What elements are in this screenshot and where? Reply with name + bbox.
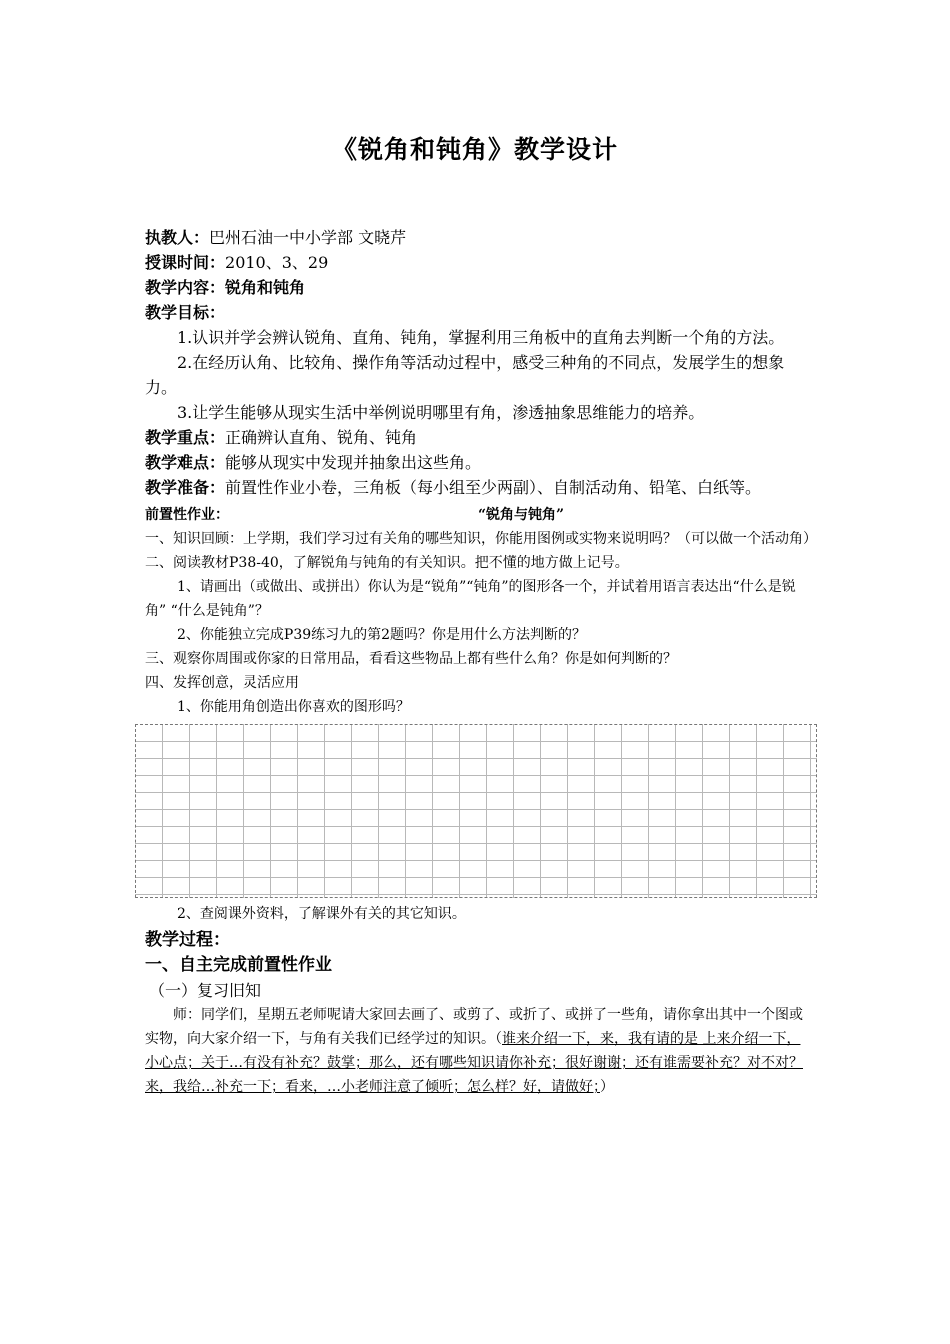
homework-header xyxy=(145,503,812,527)
content-value: 锐角和钝角 xyxy=(225,278,306,297)
difficulty-label: 教学难点： xyxy=(145,453,226,472)
teacher-paragraph xyxy=(145,1003,812,1099)
teacher-value: 巴州石油一中小学部 文晓芹 xyxy=(209,228,407,247)
homework-item-2-2: 2、你能独立完成P39练习九的第2题吗？你是用什么方法判断的？ xyxy=(177,627,587,643)
key-point-value: 正确辨认直角、锐角、钝角 xyxy=(225,428,418,447)
key-point-label: 教学重点： xyxy=(145,428,226,447)
difficulty-line xyxy=(145,450,812,475)
goal-item-1: 1.认识并学会辨认锐角、直角、钝角，掌握利用三角板中的直角去判断一个角的方法。 xyxy=(177,328,785,347)
homework-item-4-1: 1、你能用角创造出你喜欢的图形吗？ xyxy=(177,699,410,715)
homework-item-4-2: 2、查阅课外资料，了解课外有关的其它知识。 xyxy=(177,906,466,922)
process-subsection-1: （一）复习旧知 xyxy=(149,981,262,1000)
document-title: 《锐角和钝角》教学设计 xyxy=(331,135,618,164)
preparation-label: 教学准备： xyxy=(145,478,226,497)
goal-item-3: 3.让学生能够从现实生活中举例说明哪里有角，渗透抽象思维能力的培养。 xyxy=(177,403,705,422)
preparation-value: 前置性作业小卷，三角板（每小组至少两副）、自制活动角、铅笔、白纸等。 xyxy=(225,478,762,497)
key-point-line xyxy=(145,425,812,450)
homework-center-title: “锐角与钝角” xyxy=(478,507,565,523)
teacher-underlined-text: 谁来介绍一下，来，我有请的是 上来介绍一下，小心点；关于…有没有补充？鼓掌；那么，还有哪些知识请你补充；很好谢谢；还有谁需要补充？对不对？来，我给…补充一下；看来，…小老师注意了倾听；怎么样？好，请做好； xyxy=(145,1031,803,1095)
homework-item-2-1: 1、请画出（或做出、或拼出）你认为是“锐角”“钝角”的图形各一个，并试着用语言表达出“什么是锐角” “什么是钝角”？ xyxy=(145,579,796,619)
content-label: 教学内容： xyxy=(145,278,226,297)
goal-item-2: 2.在经历认角、比较角、操作角等活动过程中，感受三种角的不同点，发展学生的想象力。 xyxy=(145,353,785,397)
homework-item-2: 二、阅读教材P38-40，了解锐角与钝角的有关知识。把不懂的地方做上记号。 xyxy=(145,555,629,571)
goals-label: 教学目标： xyxy=(145,303,226,322)
teacher-plain-text: 师：同学们，星期五老师呢请大家回去画了、或剪了、或折了、或拼了一些角，请你拿出其中一个图或实物，向大家介绍一下，与角有关我们已经学过的知识。（ xyxy=(145,1007,803,1047)
content-line xyxy=(145,275,812,300)
homework-item-4: 四、发挥创意，灵活应用 xyxy=(145,675,299,691)
teacher-line xyxy=(145,225,812,250)
teacher-end-text: ） xyxy=(600,1079,614,1095)
time-line xyxy=(145,250,812,275)
process-label: 教学过程： xyxy=(145,930,230,950)
homework-item-3: 三、观察你周围或你家的日常用品，看看这些物品上都有些什么角？你是如何判断的？ xyxy=(145,651,677,667)
teacher-label: 执教人： xyxy=(145,228,210,247)
time-value: 2010、3、29 xyxy=(225,253,329,272)
document-body xyxy=(145,225,817,1099)
difficulty-value: 能够从现实中发现并抽象出这些角。 xyxy=(225,453,482,472)
process-section-1: 一、自主完成前置性作业 xyxy=(145,955,332,975)
preparation-line xyxy=(145,475,812,500)
drawing-grid xyxy=(135,724,817,898)
time-label: 授课时间： xyxy=(145,253,226,272)
homework-label: 前置性作业： xyxy=(145,507,229,523)
homework-item-1: 一、知识回顾：上学期，我们学习过有关角的哪些知识，你能用图例或实物来说明吗？（可以做一个活动角） xyxy=(145,531,817,547)
